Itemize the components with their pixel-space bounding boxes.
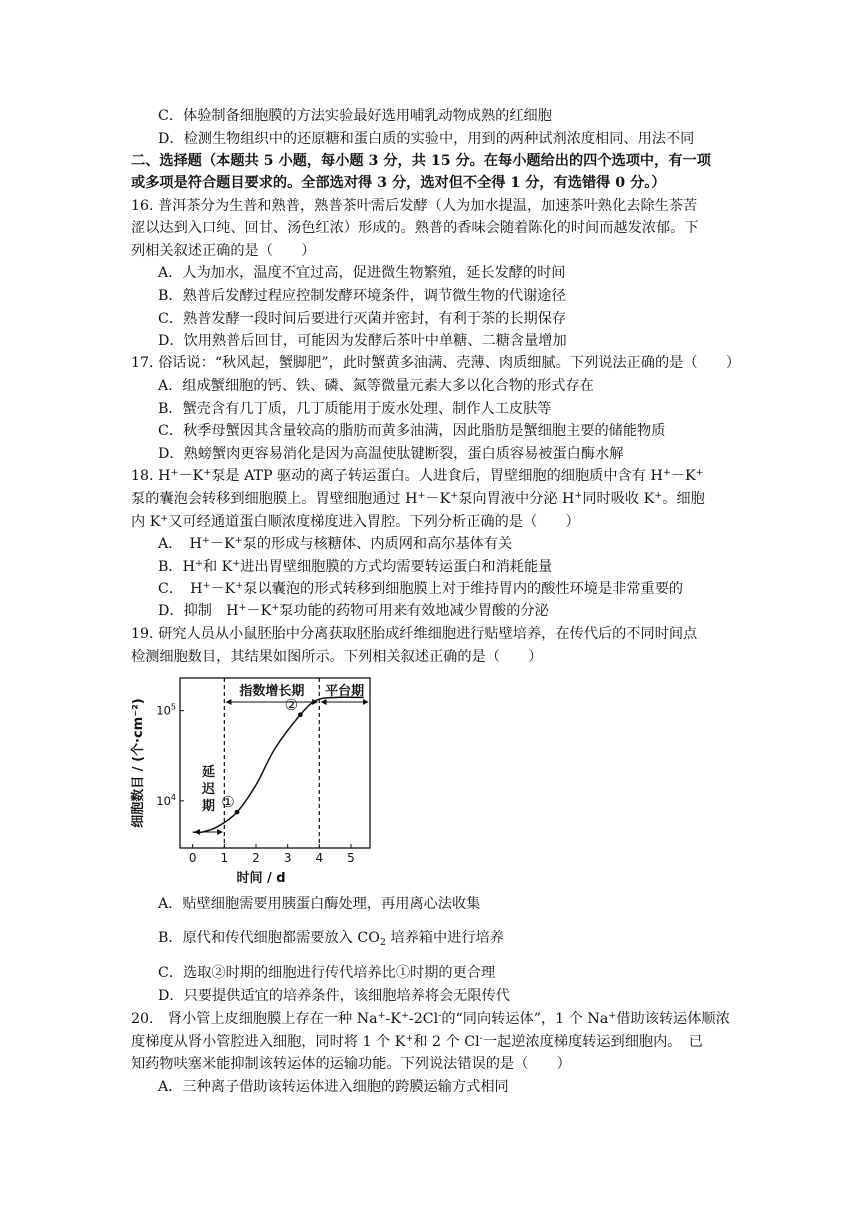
y-tick-label: $10^4$ bbox=[156, 792, 176, 808]
point-label: ② bbox=[284, 695, 299, 714]
plot-frame bbox=[180, 678, 370, 848]
growth-curve bbox=[193, 697, 364, 832]
q19-option-a: A．贴壁细胞需要用胰蛋白酶处理，再用离心法收集 bbox=[158, 896, 481, 912]
q16-stem-line1: 16. 普洱茶分为生普和熟普，熟普茶叶需后发酵（人为加水提温，加速茶叶熟化去除生茶苦 bbox=[131, 198, 698, 214]
prev-option-c: C．体验制备细胞膜的方法实验最好选用哺乳动物成熟的红细胞 bbox=[158, 108, 552, 124]
q18-option-c: C． H+－K+泵以囊泡的形式转移到细胞膜上对于维持胃内的酸性环境是非常重要的 bbox=[158, 580, 684, 597]
q18-option-b: B．H+和 K+进出胃壁细胞膜的方式均需要转运蛋白和消耗能量 bbox=[158, 558, 553, 575]
x-axis-label: 时间 / d bbox=[236, 871, 286, 886]
q19-option-b: B．原代和传代细胞都需要放入 $CO_2$ 培养箱中进行培养 bbox=[158, 930, 504, 948]
lag-phase-char: 期 bbox=[201, 799, 216, 814]
q19-stem-line2: 检测细胞数目，其结果如图所示。下列相关叙述正确的是（ ） bbox=[131, 649, 543, 665]
prev-option-d: D．检测生物组织中的还原糖和蛋白质的实验中，用到的两种试剂浓度相同、用法不同 bbox=[158, 131, 695, 147]
plateau-phase-label: 平台期 bbox=[325, 684, 365, 699]
y-tick-label: $10^5$ bbox=[156, 702, 176, 718]
q17-option-b: B．蟹壳含有几丁质，几丁质能用于废水处理、制作人工皮肤等 bbox=[158, 401, 552, 417]
point-label: ① bbox=[221, 793, 235, 812]
q16-stem-line3: 列相关叙述正确的是（ ） bbox=[131, 243, 316, 259]
q16-stem-line2: 涩以达到入口纯、回甘、汤色红浓）形成的。熟普的香味会随着陈化的时间而越发浓郁。下 bbox=[131, 220, 699, 236]
point-marker bbox=[298, 712, 303, 717]
q16-option-c: C．熟普发酵一段时间后要进行灭菌并密封，有利于茶的长期保存 bbox=[158, 311, 567, 327]
q19-option-d: D．只要提供适宜的培养条件，该细胞培养将会无限传代 bbox=[158, 988, 510, 1004]
x-tick-label: 0 bbox=[188, 851, 197, 865]
lag-phase-char: 迟 bbox=[201, 782, 216, 797]
q20-option-a: A．三种离子借助该转运体进入细胞的跨膜运输方式相同 bbox=[158, 1079, 509, 1095]
q19-stem-line1: 19. 研究人员从小鼠胚胎中分离获取胚胎成纤维细胞进行贴壁培养，在传代后的不同时间点 bbox=[131, 626, 698, 642]
x-tick-label: 1 bbox=[220, 851, 229, 865]
q20-stem-line3: 知药物呋塞米能抑制该转运体的运输功能。下列说法错误的是（ ） bbox=[131, 1056, 571, 1072]
y-axis-label: 细胞数目 / (个·cm⁻²) bbox=[131, 698, 146, 828]
section-heading-line2: 或多项是符合题目要求的。全部选对得 3 分，选对但不全得 1 分，有选错得 0 分。） bbox=[131, 175, 666, 191]
x-tick-label: 4 bbox=[315, 851, 324, 865]
q18-stem-line2: 泵的囊泡会转移到细胞膜上。胃壁细胞通过 H+－K+泵向胃液中分泌 H+同时吸收 K+。细胞 bbox=[131, 490, 705, 507]
q19-option-c: C．选取②时期的细胞进行传代培养比①时期的更合理 bbox=[158, 965, 496, 981]
q18-option-d: D．抑制 H+－K+泵功能的药物可用来有效地减少胃酸的分泌 bbox=[158, 602, 549, 619]
q16-option-d: D．饮用熟普后回甘，可能因为发酵后茶叶中单糖、二糖含量增加 bbox=[158, 333, 567, 349]
q18-stem-line1: 18. H+－K+泵是 ATP 驱动的离子转运蛋白。人进食后，胃壁细胞的细胞质中含有 H+－K+ bbox=[131, 467, 704, 484]
q17-stem: 17. 俗话说：“秋风起，蟹脚肥”，此时蟹黄多油满、壳薄、肉质细腻。下列说法正确的是（ ） bbox=[131, 355, 741, 371]
lag-phase-char: 延 bbox=[201, 765, 216, 780]
q18-stem-line3: 内 K+又可经通道蛋白顺浓度梯度进入胃腔。下列分析正确的是（ ） bbox=[131, 513, 580, 530]
q16-option-a: A．人为加水，温度不宜过高，促进微生物繁殖，延长发酵的时间 bbox=[158, 265, 566, 281]
cell-growth-chart bbox=[128, 672, 378, 892]
q16-option-b: B．熟普后发酵过程应控制发酵环境条件，调节微生物的代谢途径 bbox=[158, 288, 566, 304]
point-marker bbox=[235, 810, 240, 815]
q18-option-a: A． H+－K+泵的形成与核糖体、内质网和高尔基体有关 bbox=[158, 535, 513, 552]
q17-option-c: C．秋季母蟹因其含量较高的脂肪而黄多油满，因此脂肪是蟹细胞主要的储能物质 bbox=[158, 423, 666, 439]
q20-stem-line1: 20. 肾小管上皮细胞膜上存在一种 Na+-K+-2Cl-的“同向转运体”，1 个 Na+借助该转运体顺浓 bbox=[131, 1010, 730, 1027]
exponential-phase-label: 指数增长期 bbox=[239, 684, 305, 699]
x-tick-label: 5 bbox=[347, 851, 355, 865]
x-tick-label: 3 bbox=[283, 851, 292, 865]
section-heading-line1: 二、选择题（本题共 5 小题，每小题 3 分，共 15 分。在每小题给出的四个选项中，有一项 bbox=[131, 153, 711, 169]
x-tick-label: 2 bbox=[252, 851, 260, 865]
q17-option-a: A．组成蟹细胞的钙、铁、磷、氮等微量元素大多以化合物的形式存在 bbox=[158, 378, 594, 394]
q17-option-d: D．熟螃蟹肉更容易消化是因为高温使肽键断裂，蛋白质容易被蛋白酶水解 bbox=[158, 446, 624, 462]
q20-stem-line2: 度梯度从肾小管腔进入细胞，同时将 1 个 K+和 2 个 Cl-一起逆浓度梯度转运到细胞内。 已 bbox=[131, 1033, 703, 1050]
